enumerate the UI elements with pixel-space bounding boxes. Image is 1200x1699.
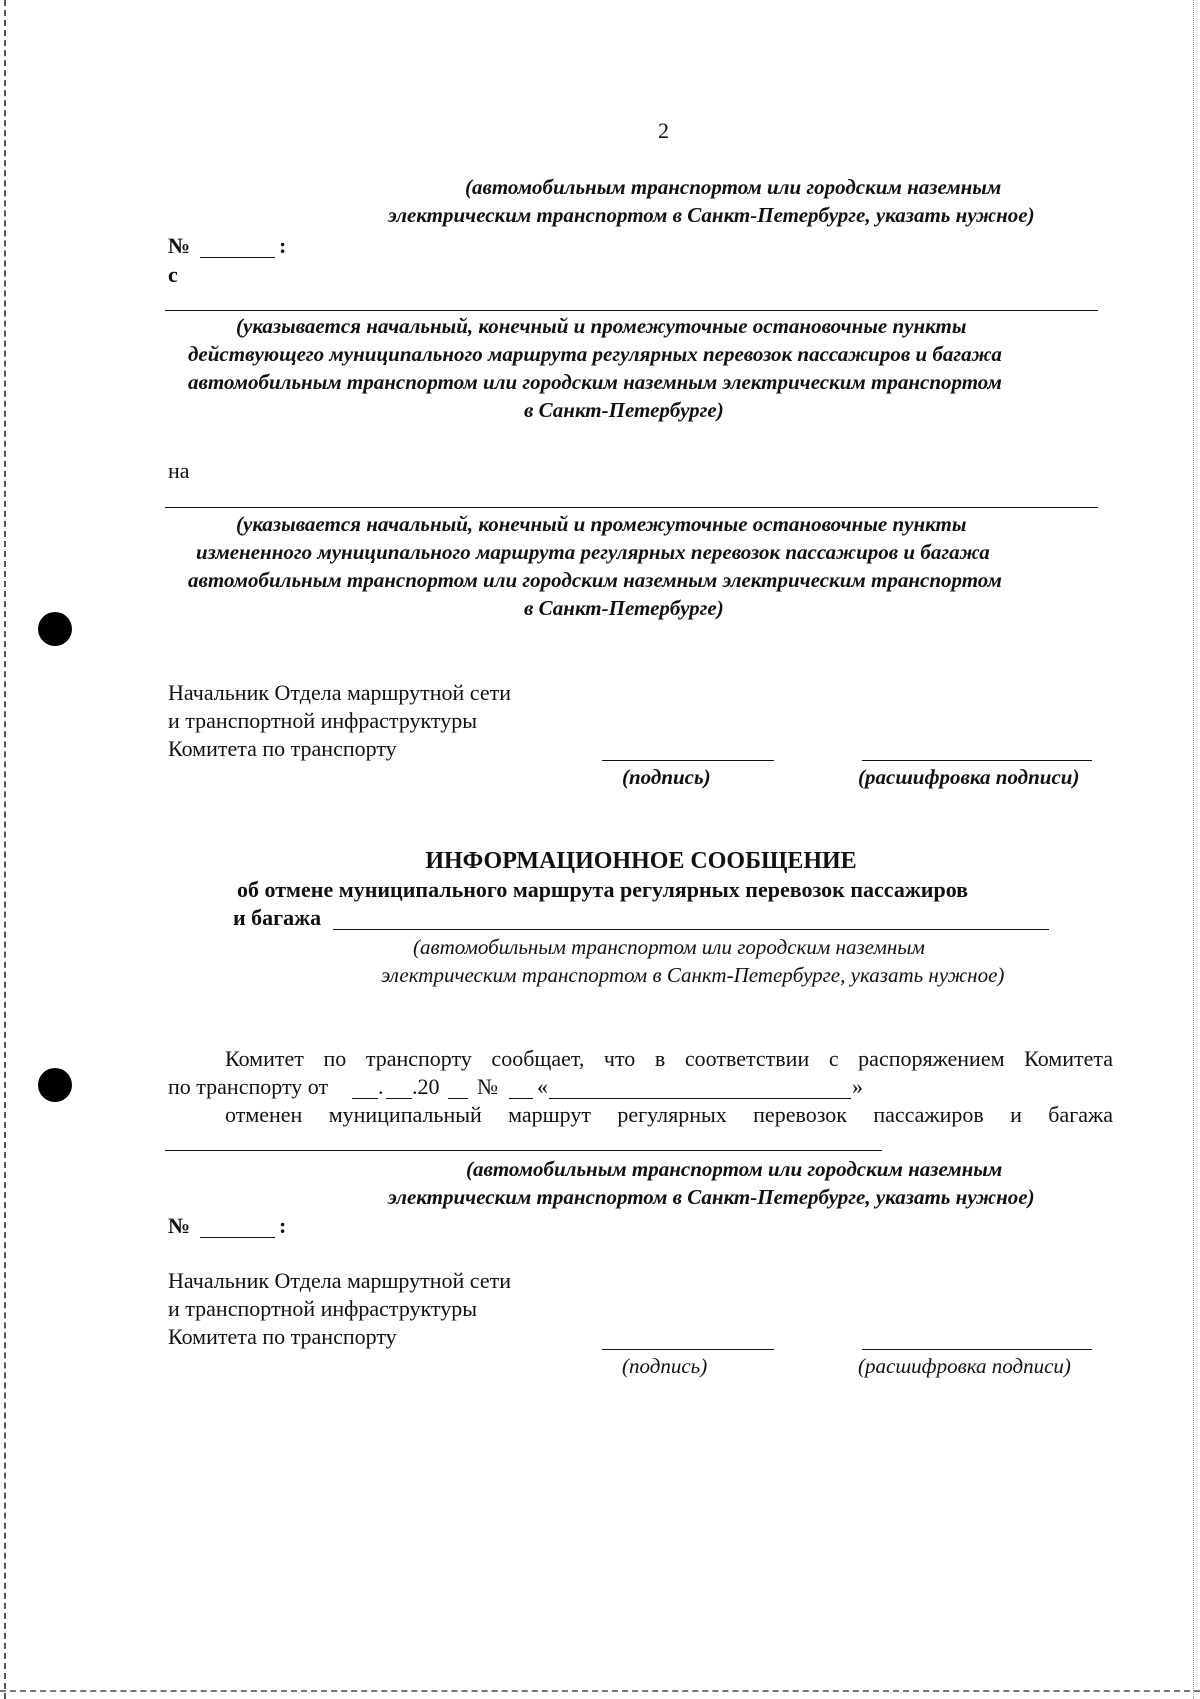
from-note-line2: действующего муниципального маршрута регулярных перевозок пассажиров и багажа [188,342,1002,366]
top-note-line2: электрическим транспортом в Санкт-Петербурге, указать нужное) [388,203,1035,227]
signer-1-line3: Комитета по транспорту [168,736,397,761]
number-label: № [168,233,191,258]
body-number-label: № [168,1213,191,1238]
page-number: 2 [658,118,669,143]
punch-hole-top [38,612,72,646]
to-note-line2: измененного муниципального маршрута регулярных перевозок пассажиров и багажа [196,540,990,564]
date-month-blank [386,1098,412,1099]
body-line2-prefix: по транспорту от [168,1074,329,1099]
to-note-line4: в Санкт-Петербурге) [524,596,724,620]
date-year-prefix: .20 [412,1074,440,1099]
scan-edge-bottom [0,1690,1200,1692]
info-subtitle-line2: и багажа [233,905,322,930]
order-number-sign: № [477,1074,498,1099]
body-line3: отменен муниципальный маршрут регулярных перевозок пассажиров и багажа [225,1102,1113,1127]
signer-2-line1: Начальник Отдела маршрутной сети [168,1268,511,1293]
body-line1: Комитет по транспорту сообщает, что в соответствии с распоряжением Комитета [225,1046,1113,1071]
top-note-line1: (автомобильным транспортом или городским наземным [465,175,1002,199]
number-colon: : [279,233,287,258]
to-label: на [168,458,190,483]
from-label: с [168,262,178,287]
body-number-colon: : [279,1213,287,1238]
to-note-line3: автомобильным транспортом или городским наземным электрическим транспортом [188,568,1002,592]
signer-2-line2: и транспортной инфраструктуры [168,1296,478,1321]
info-note-line2: электрическим транспортом в Санкт-Петербурге, указать нужное) [381,963,1005,987]
to-blank-line [165,507,1098,508]
signer-2-line3: Комитета по транспорту [168,1324,397,1349]
date-year-blank [448,1098,468,1099]
body-note-line2: электрическим транспортом в Санкт-Петербурге, указать нужное) [388,1185,1035,1209]
sign-1-caption: (подпись) [622,765,711,789]
sign-2-caption: (подпись) [622,1354,708,1378]
signer-1-line1: Начальник Отдела маршрутной сети [168,680,511,705]
from-blank-line [165,310,1098,311]
signer-1-line2: и транспортной инфраструктуры [168,708,478,733]
decode-1-blank [862,760,1092,761]
quote-open: « [537,1074,548,1099]
order-title-blank [549,1098,851,1099]
date-separator: . [378,1074,384,1099]
info-subtitle-line1: об отмене муниципального маршрута регулярных перевозок пассажиров [237,877,969,902]
info-title: ИНФОРМАЦИОННОЕ СООБЩЕНИЕ [425,848,857,874]
from-note-line1: (указывается начальный, конечный и промежуточные остановочные пункты [236,314,967,338]
punch-hole-bottom [38,1068,72,1102]
info-subtitle-blank [333,929,1049,930]
to-note-line1: (указывается начальный, конечный и промежуточные остановочные пункты [236,512,967,536]
from-note-line4: в Санкт-Петербурге) [524,398,724,422]
body-number-blank [200,1237,275,1238]
order-number-blank [509,1098,533,1099]
info-note-line1: (автомобильным транспортом или городским наземным [413,935,925,959]
quote-close: » [852,1074,863,1099]
route-blank-line [165,1150,882,1151]
body-note-line1: (автомобильным транспортом или городским наземным [466,1157,1003,1181]
decode-1-caption: (расшифровка подписи) [858,765,1080,789]
from-note-line3: автомобильным транспортом или городским наземным электрическим транспортом [188,370,1002,394]
signature-2-blank [602,1349,774,1350]
decode-2-caption: (расшифровка подписи) [858,1354,1071,1378]
number-blank [200,257,275,258]
date-day-blank [352,1098,378,1099]
decode-2-blank [862,1349,1092,1350]
signature-1-blank [602,760,774,761]
